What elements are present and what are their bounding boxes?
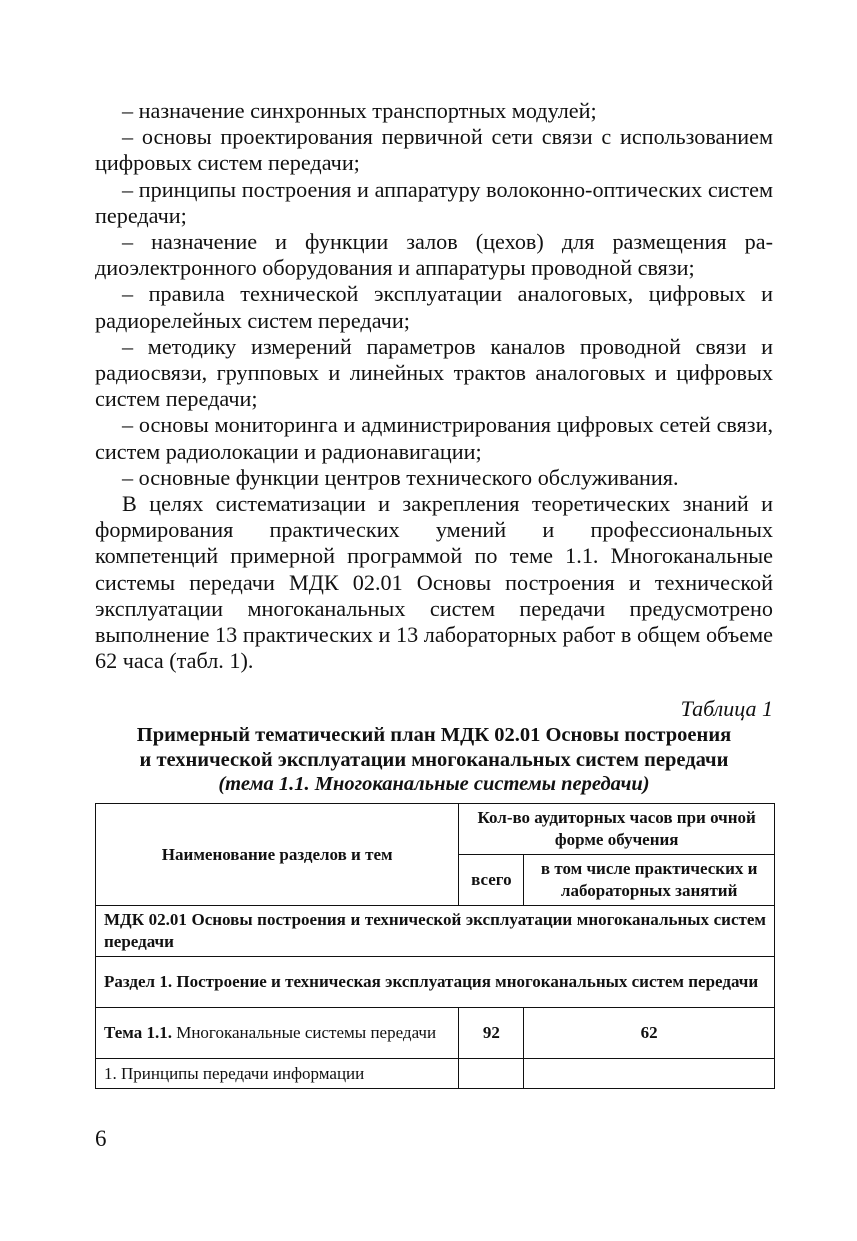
- table-header-row: [96, 803, 775, 854]
- item-name-cell: 1. Принципы передачи информации: [96, 1058, 459, 1088]
- table-title-line: Примерный тематический план МДК 02.01 Основы построения: [136, 724, 732, 747]
- topic-name-cell: [96, 1007, 459, 1058]
- list-item: – основы мониторинга и администрирования цифровых сетей связи, систем радиолокации и радионавигации;: [95, 412, 773, 464]
- list-item: – методику измерений параметров каналов проводной связи и радиосвязи, групповых и линейных трактов аналоговых и цифровых систем передачи;: [95, 333, 773, 412]
- topic-label: Тема 1.1.: [104, 1023, 172, 1043]
- item-practical-cell: [524, 1058, 775, 1088]
- header-total-cell: всего: [459, 854, 524, 905]
- header-name-cell: Наименование разделов и тем: [96, 803, 459, 905]
- table-label: Таблица 1: [680, 696, 773, 722]
- thematic-plan-table: [95, 803, 775, 1089]
- list-item: – принципы построения и аппаратуру волоконно-оптических систем передачи;: [95, 176, 773, 228]
- table-row: [96, 956, 775, 1007]
- mdk-row-cell: МДК 02.01 Основы построения и технической эксплуатации многоканальных систем передачи: [96, 905, 775, 956]
- page-number: 6: [95, 1126, 107, 1151]
- body-text: [95, 98, 773, 674]
- summary-paragraph: В целях систематизации и закрепления теоретических знаний и формирования практических умений и профессиональных компетенций примерной программой по теме 1.1. Многоканальные системы передачи МДК 02.01 Основы построения и технической эксплуатации многоканальных систем передачи предусмотрено выполнение 13 практических и 13 лабораторных работ в общем объеме 62 часа (табл. 1).: [95, 491, 773, 674]
- table-row: [96, 905, 775, 956]
- table-subtitle: (тема 1.1. Многоканальные системы передачи): [218, 773, 650, 796]
- list-item: – назначение и функции залов (цехов) для размещения радиоэлектронного оборудования и аппаратуры проводной связи;: [95, 229, 773, 281]
- topic-total-cell: 92: [459, 1007, 524, 1058]
- header-hours-cell: Кол-во аудиторных часов при очной форме обучения: [459, 803, 775, 854]
- table-title-line: и технической эксплуатации многоканальных систем передачи: [139, 748, 729, 771]
- list-item: – правила технической эксплуатации аналоговых, цифровых и радиорелейных систем передачи;: [95, 281, 773, 333]
- topic-practical-cell: 62: [524, 1007, 775, 1058]
- list-item: – основы проектирования первичной сети связи с использованием цифровых систем передачи;: [95, 124, 773, 176]
- section-row-cell: Раздел 1. Построение и техническая эксплуатация многоканальных систем передачи: [96, 956, 775, 1007]
- list-item: – основные функции центров технического обслуживания.: [122, 464, 679, 490]
- list-item: – назначение синхронных транспортных модулей;: [122, 98, 597, 123]
- item-total-cell: [459, 1058, 524, 1088]
- topic-text: Многоканальные системы передачи: [176, 1023, 437, 1043]
- header-practical-cell: в том числе практических и лабораторных занятий: [524, 854, 775, 905]
- table-row: [96, 1058, 775, 1088]
- document-page: [95, 98, 773, 1089]
- table-title: [95, 723, 773, 797]
- table-row: [96, 1007, 775, 1058]
